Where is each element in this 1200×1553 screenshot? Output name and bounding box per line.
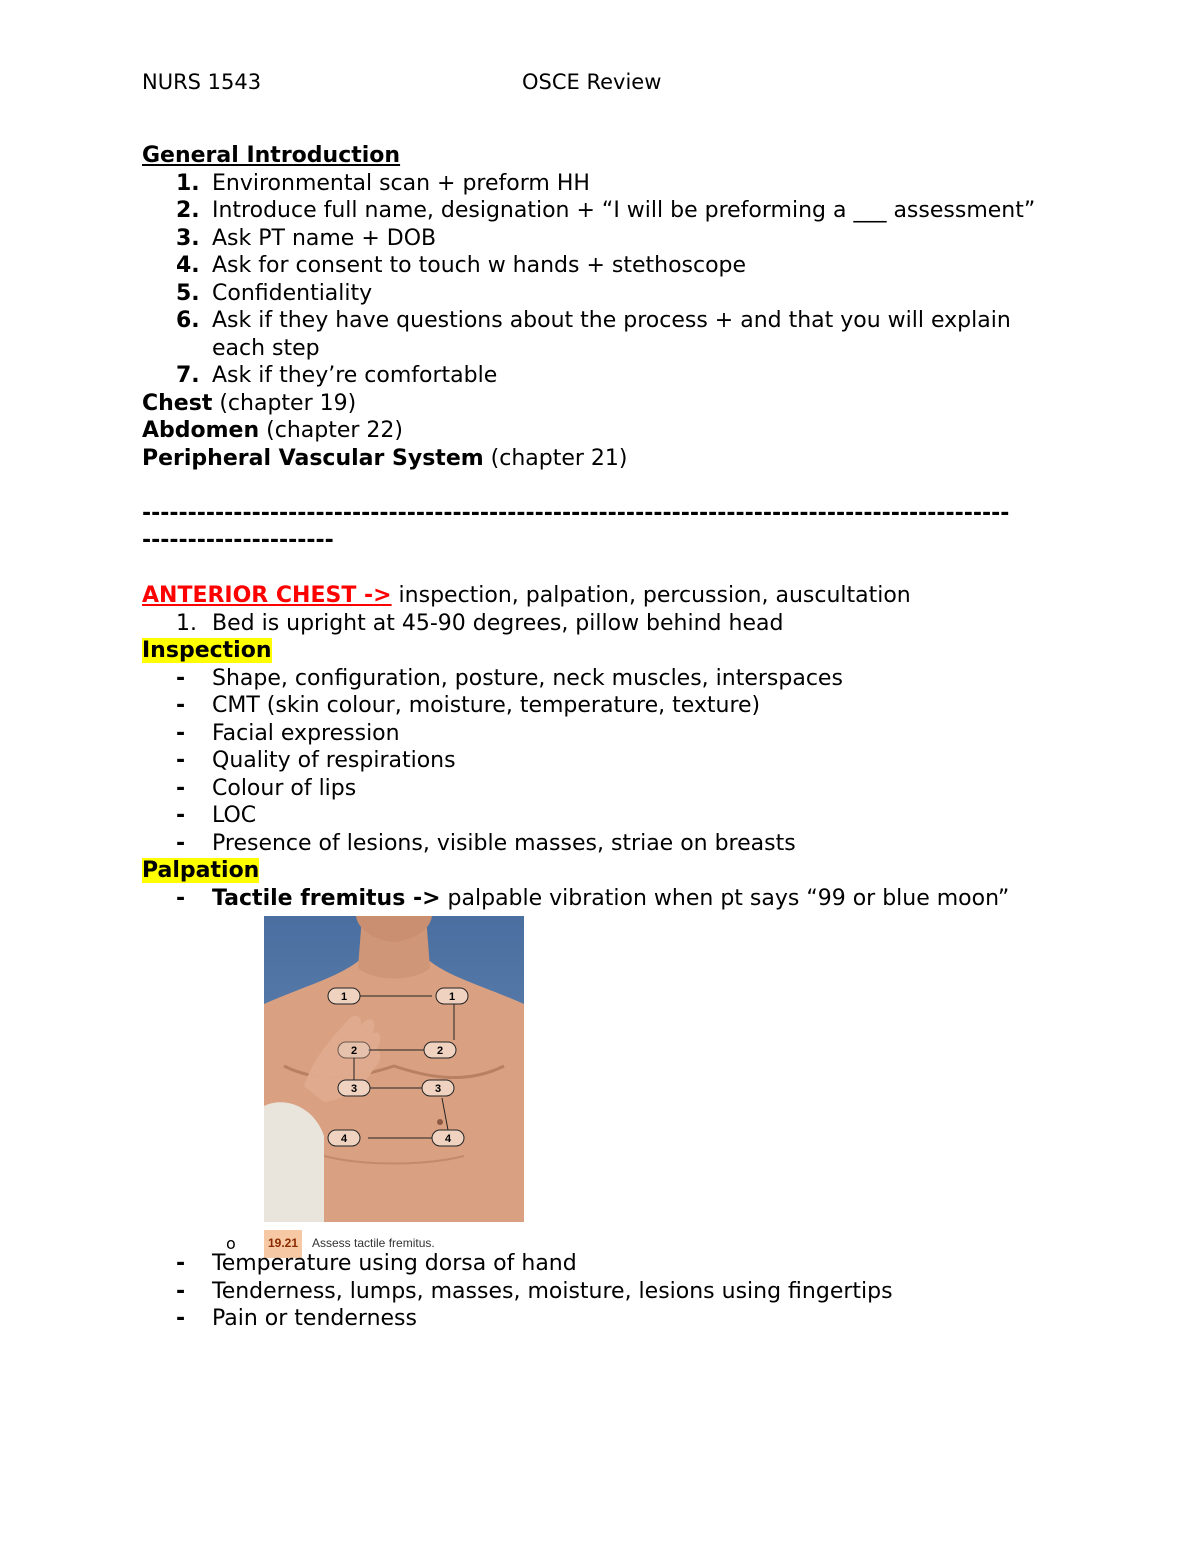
palpation-heading: Palpation bbox=[142, 858, 260, 883]
intro-heading: General Introduction bbox=[142, 143, 401, 168]
marker-label: 4 bbox=[444, 1133, 452, 1145]
list-item: - Facial expression bbox=[176, 720, 400, 746]
list-item: 7. Ask if they’re comfortable bbox=[176, 363, 498, 388]
marker-label: 4 bbox=[340, 1133, 348, 1145]
list-item: - Pain or tenderness bbox=[176, 1306, 417, 1331]
marker-label: 2 bbox=[436, 1045, 444, 1057]
palpation-list-bottom bbox=[142, 1250, 1062, 1333]
anterior-chest-line: ANTERIOR CHEST -> inspection, palpation, percussion, auscultation bbox=[142, 583, 911, 608]
chest-illustration bbox=[264, 916, 524, 1222]
list-item: 1. Environmental scan + preform HH bbox=[176, 170, 590, 196]
spacer bbox=[142, 472, 1062, 500]
section-pvs: Peripheral Vascular System (chapter 21) bbox=[142, 445, 628, 471]
section-abdomen: Abdomen (chapter 22) bbox=[142, 418, 403, 443]
chest-photo bbox=[264, 916, 524, 1222]
list-item: - Quality of respirations bbox=[176, 748, 456, 773]
list-item: 2. Introduce full name, designation + “I will be preforming a ___ assessment” bbox=[176, 198, 1036, 223]
list-item: - Temperature using dorsa of hand bbox=[176, 1251, 577, 1276]
list-item: - Presence of lesions, visible masses, striae on breasts bbox=[176, 830, 796, 856]
marker-label: 3 bbox=[350, 1083, 358, 1095]
list-item: - Colour of lips bbox=[176, 775, 357, 801]
list-item: - Shape, configuration, posture, neck muscles, interspaces bbox=[176, 665, 843, 691]
anterior-chest-heading: ANTERIOR CHEST -> bbox=[142, 583, 392, 608]
anterior-steps bbox=[142, 610, 1062, 638]
marker-label: 1 bbox=[448, 991, 456, 1003]
divider-line-1: ----------------------------------------------------------------------------------------------- bbox=[142, 500, 1010, 526]
document-body bbox=[142, 142, 1062, 1333]
divider-line-2: --------------------- bbox=[142, 528, 334, 553]
intro-steps bbox=[142, 170, 1062, 390]
sub-bullet: o bbox=[226, 1234, 236, 1253]
tactile-fremitus-figure bbox=[226, 916, 524, 1253]
inspection-heading-row bbox=[142, 637, 1062, 665]
figure-number: 19.21 bbox=[264, 1230, 302, 1258]
inspection-list bbox=[142, 665, 1062, 858]
palpation-list-top bbox=[142, 885, 1062, 913]
list-item: 5. Confidentiality bbox=[176, 280, 373, 306]
list-item: 3. Ask PT name + DOB bbox=[176, 225, 437, 251]
spacer bbox=[142, 555, 1062, 583]
marker-label: 1 bbox=[340, 991, 348, 1003]
list-item: 1. Bed is upright at 45-90 degrees, pillow behind head bbox=[176, 610, 784, 636]
course-code: NURS 1543 bbox=[142, 70, 262, 94]
figure-caption-text: Assess tactile fremitus. bbox=[312, 1236, 435, 1250]
fremitus-label: Tactile fremitus -> bbox=[212, 885, 441, 911]
list-item: - LOC bbox=[176, 803, 257, 828]
list-item: 6. Ask if they have questions about the process + and that you will explain each step bbox=[176, 308, 1011, 361]
nipple bbox=[437, 1119, 443, 1125]
marker-label: 2 bbox=[350, 1045, 358, 1057]
list-item: 4. Ask for consent to touch w hands + stethoscope bbox=[176, 253, 747, 278]
palpation-heading-row bbox=[142, 857, 1062, 885]
marker-label: 3 bbox=[434, 1083, 442, 1095]
inspection-heading: Inspection bbox=[142, 638, 272, 663]
list-item: - CMT (skin colour, moisture, temperature, texture) bbox=[176, 693, 761, 718]
list-item: - Tactile fremitus -> palpable vibration when pt says “99 or blue moon” bbox=[176, 885, 1010, 911]
figure-caption bbox=[226, 1228, 524, 1253]
document-title: OSCE Review bbox=[522, 70, 662, 94]
section-chest: Chest (chapter 19) bbox=[142, 390, 357, 416]
examiner-sleeve bbox=[264, 1102, 324, 1222]
list-item: - Tenderness, lumps, masses, moisture, lesions using fingertips bbox=[176, 1278, 893, 1304]
